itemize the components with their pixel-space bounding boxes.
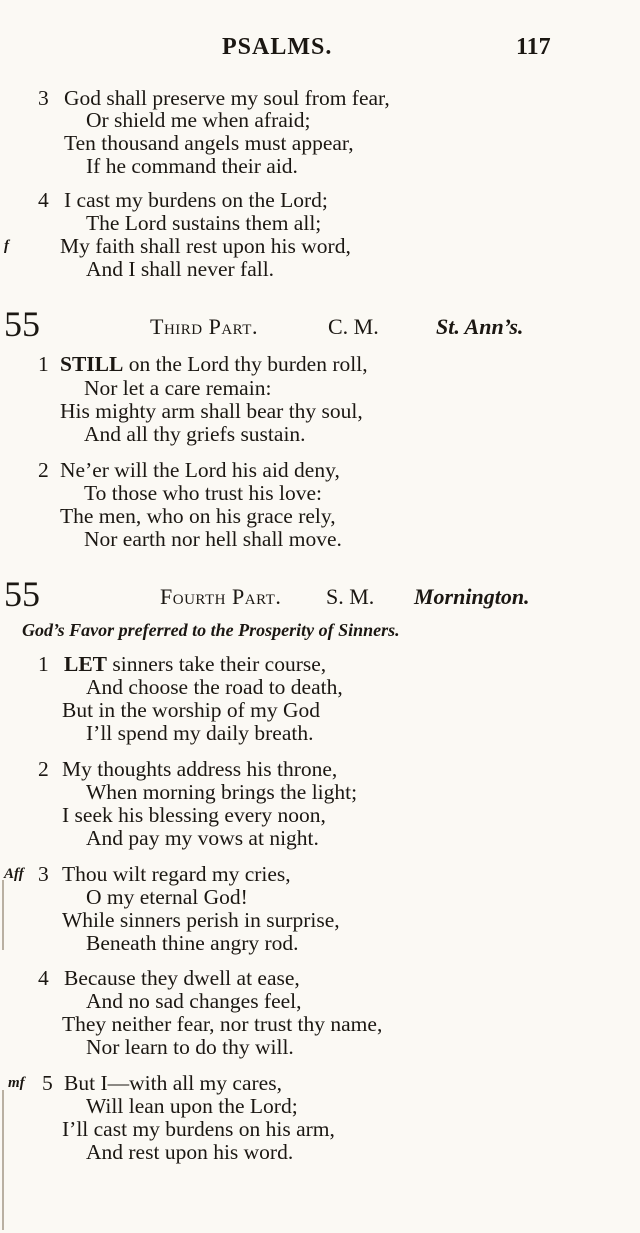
running-title: PSALMS. bbox=[222, 34, 333, 60]
hymn-meter: S. M. bbox=[326, 584, 375, 609]
verse-line: Thou wilt regard my cries, bbox=[62, 862, 291, 886]
verse-line: While sinners perish in surprise, bbox=[62, 908, 340, 932]
verse-line: And rest upon his word. bbox=[86, 1140, 294, 1164]
dynamic-mark: f bbox=[4, 238, 9, 254]
stanza-number: 3 bbox=[38, 862, 49, 886]
hymn-part: Fourth Part. bbox=[160, 584, 282, 609]
verse-line: To those who trust his love: bbox=[84, 481, 322, 505]
verse-line: I’ll cast my burdens on his arm, bbox=[62, 1117, 335, 1141]
page-number: 117 bbox=[516, 34, 551, 60]
verse-line: My faith shall rest upon his word, bbox=[60, 234, 351, 258]
verse-line: But in the worship of my God bbox=[62, 698, 320, 722]
stanza-number: 5 bbox=[42, 1071, 53, 1095]
stanza-number: 1 bbox=[38, 352, 49, 376]
first-word: LET bbox=[64, 652, 108, 676]
stanza-number: 2 bbox=[38, 757, 49, 781]
verse-line: When morning brings the light; bbox=[86, 780, 358, 804]
hymn-number: 55 bbox=[4, 574, 40, 614]
first-word: STILL bbox=[60, 352, 124, 376]
verse-line: If he command their aid. bbox=[86, 154, 298, 178]
hymn-tune: Mornington. bbox=[414, 584, 530, 609]
verse-line: But I—with all my cares, bbox=[64, 1071, 282, 1095]
verse-line: LET sinners take their course, bbox=[64, 652, 327, 676]
hymn-subtitle: God’s Favor preferred to the Prosperity of Sinners. bbox=[22, 620, 400, 640]
verse-line: O my eternal God! bbox=[86, 885, 248, 909]
verse-line: They neither fear, nor trust thy name, bbox=[62, 1012, 383, 1036]
hymn-tune: St. Ann’s. bbox=[436, 314, 524, 339]
verse-line: Ne’er will the Lord his aid deny, bbox=[60, 458, 340, 482]
margin-rule bbox=[2, 880, 4, 950]
verse-line: Beneath thine angry rod. bbox=[86, 931, 299, 955]
verse-line: God shall preserve my soul from fear, bbox=[64, 86, 390, 110]
margin-rule bbox=[2, 1090, 4, 1230]
hymn-number: 55 bbox=[4, 304, 40, 344]
stanza-number: 4 bbox=[38, 966, 49, 990]
dynamic-mark: mf bbox=[8, 1075, 25, 1091]
dynamic-mark: Aff bbox=[4, 866, 24, 882]
verse-line: Ten thousand angels must appear, bbox=[64, 131, 354, 155]
verse-line: Nor let a care remain: bbox=[84, 376, 272, 400]
verse-line: Will lean upon the Lord; bbox=[86, 1094, 298, 1118]
stanza-number: 1 bbox=[38, 652, 49, 676]
verse-line: I cast my burdens on the Lord; bbox=[64, 188, 328, 212]
verse-line: And pay my vows at night. bbox=[86, 826, 319, 850]
stanza-number: 2 bbox=[38, 458, 49, 482]
verse-line: The Lord sustains them all; bbox=[86, 211, 322, 235]
verse-line: Nor learn to do thy will. bbox=[86, 1035, 294, 1059]
running-head bbox=[0, 34, 640, 68]
verse-line: I seek his blessing every noon, bbox=[62, 803, 326, 827]
verse-line: Nor earth nor hell shall move. bbox=[84, 527, 342, 551]
verse-line: Because they dwell at ease, bbox=[64, 966, 300, 990]
verse-line: Or shield me when afraid; bbox=[86, 108, 311, 132]
stanza-number: 4 bbox=[38, 188, 49, 212]
hymn-heading-third-part bbox=[0, 304, 640, 344]
stanza-number: 3 bbox=[38, 86, 49, 110]
hymn-part: Third Part. bbox=[150, 314, 258, 339]
verse-line: And all thy griefs sustain. bbox=[84, 422, 306, 446]
verse-line: I’ll spend my daily breath. bbox=[86, 721, 314, 745]
verse-line: And choose the road to death, bbox=[86, 675, 343, 699]
verse-line: And no sad changes feel, bbox=[86, 989, 302, 1013]
verse-line: His mighty arm shall bear thy soul, bbox=[60, 399, 363, 423]
verse-line: My thoughts address his throne, bbox=[62, 757, 338, 781]
hymn-heading-fourth-part bbox=[0, 574, 640, 614]
hymn-meter: C. M. bbox=[328, 314, 379, 339]
verse-line: STILL on the Lord thy burden roll, bbox=[60, 352, 368, 376]
verse-line: The men, who on his grace rely, bbox=[60, 504, 336, 528]
verse-line: And I shall never fall. bbox=[86, 257, 275, 281]
